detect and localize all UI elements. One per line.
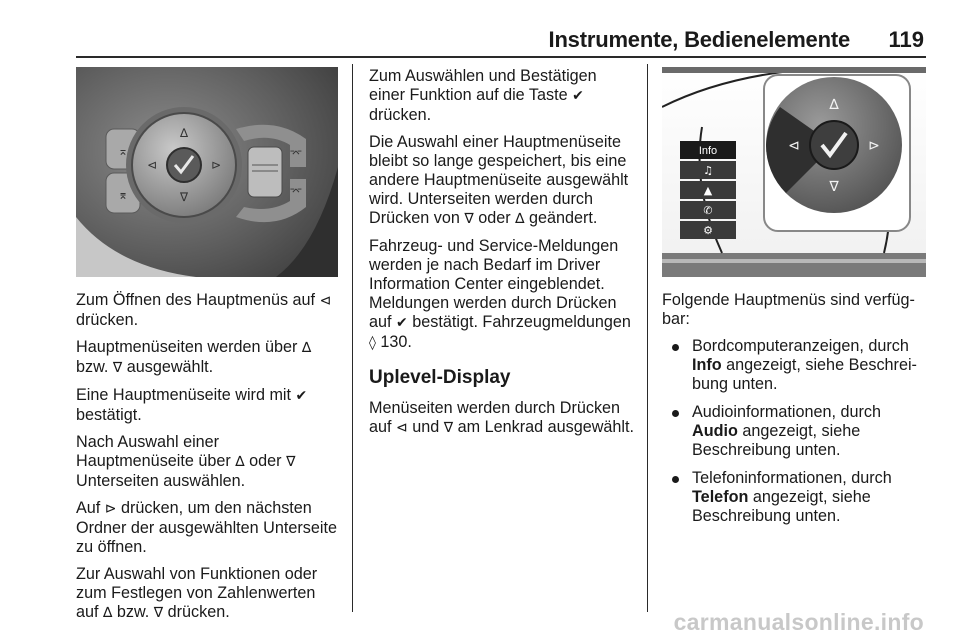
paragraph: Zum Auswählen und Bestätigen einer Funktion auf die Taste ✔ drücken. bbox=[369, 67, 597, 124]
list-item: Telefoninformationen, durch Telefon angezeigt, siehe Beschreibung unten. bbox=[662, 469, 930, 526]
up-symbol: ∆ bbox=[235, 454, 245, 470]
chapter-title: Instrumente, Bedienelemente bbox=[548, 27, 850, 52]
svg-text:∇: ∇ bbox=[829, 179, 839, 195]
bullet-icon bbox=[672, 410, 679, 417]
svg-text:⌅: ⌅ bbox=[117, 144, 129, 158]
up-symbol: ∆ bbox=[301, 340, 312, 356]
down-symbol: ∇ bbox=[112, 360, 123, 376]
svg-text:⊳: ⊳ bbox=[210, 158, 222, 172]
svg-text:⌆: ⌆ bbox=[117, 188, 129, 202]
list-item: Bordcomputeranzeigen, durch Info angezeigt, siehe Beschreibung unten. bbox=[662, 337, 930, 394]
column-1-text bbox=[76, 291, 340, 631]
uplevel-display-figure bbox=[662, 67, 926, 277]
svg-text:⌤: ⌤ bbox=[289, 185, 303, 198]
svg-text:⊲: ⊲ bbox=[146, 158, 158, 172]
paragraph: Auf ⊳ drücken, um den nächsten Ordner der ausgewählten Unterseite zu öffnen. bbox=[76, 499, 337, 556]
watermark: carmanualsonline.info bbox=[673, 609, 924, 635]
paragraph: Fahrzeug- und Service-Meldungen werden je nach Bedarf im Driver Information Center eingeblendet. Meldungen werden durch Drücken auf ✔ bestätigt. Fahrzeugmeldungen ◊ 130. bbox=[369, 237, 631, 351]
paragraph: Menüseiten werden durch Drücken auf ⊲ und ∇ am Lenkrad ausgewählt. bbox=[369, 399, 635, 436]
svg-text:⊳: ⊳ bbox=[868, 138, 880, 154]
paragraph: Eine Hauptmenüseite wird mit ✔ bestätigt. bbox=[76, 386, 308, 424]
down-symbol: ∇ bbox=[286, 454, 296, 470]
check-symbol: ✔ bbox=[295, 388, 308, 404]
down-symbol: ∇ bbox=[464, 211, 474, 227]
column-2-text bbox=[369, 67, 637, 446]
paragraph: Hauptmenüseiten werden über ∆ bzw. ∇ ausgewählt. bbox=[76, 338, 312, 376]
page-header bbox=[0, 0, 960, 62]
svg-text:∆: ∆ bbox=[179, 126, 189, 140]
down-symbol: ∇ bbox=[443, 420, 454, 436]
header-rule bbox=[76, 56, 926, 58]
section-heading: Uplevel-Display bbox=[369, 367, 511, 388]
paragraph: Die Auswahl einer Hauptmenüseite bleibt so lange gespeichert, bis eine andere Hauptmenüseite ausgewählt wird. Unterseiten werden durch Drücken von ∇ oder ∆ geändert. bbox=[369, 133, 629, 227]
down-symbol: ∇ bbox=[153, 605, 164, 621]
check-symbol: ✔ bbox=[572, 88, 584, 104]
svg-text:♫: ♫ bbox=[703, 164, 713, 177]
svg-text:⌤: ⌤ bbox=[289, 147, 303, 160]
paragraph: Zur Auswahl von Funktionen oder zum Festlegen von Zahlenwerten auf ∆ bzw. ∇ drücken. bbox=[76, 565, 318, 621]
svg-text:∇: ∇ bbox=[179, 190, 189, 204]
info-menu-label: Info bbox=[698, 145, 718, 157]
column-divider-2 bbox=[647, 64, 648, 612]
column-divider-1 bbox=[352, 64, 353, 612]
up-symbol: ∆ bbox=[515, 211, 525, 227]
page-reference-icon: ◊ bbox=[369, 335, 376, 351]
svg-text:⊲: ⊲ bbox=[788, 138, 800, 154]
steering-wheel-controls-figure bbox=[76, 67, 338, 277]
back-symbol: ⊲ bbox=[319, 293, 332, 309]
svg-text:∆: ∆ bbox=[829, 97, 839, 113]
bullet-icon bbox=[672, 476, 679, 483]
svg-text:✆: ✆ bbox=[703, 204, 713, 217]
paragraph: Zum Öffnen des Hauptmenüs auf ⊲ drücken. bbox=[76, 291, 332, 329]
list-item: Audioinformationen, durch Audio angezeigt, siehe Beschreibung unten. bbox=[662, 403, 930, 460]
column-3-text bbox=[662, 291, 930, 535]
svg-text:⚙: ⚙ bbox=[703, 224, 713, 237]
bullet-icon bbox=[672, 344, 679, 351]
intro-paragraph: Folgende Hauptmenüs sind verfügbar: bbox=[662, 291, 915, 328]
main-menu-list bbox=[662, 337, 930, 526]
page-number: 119 bbox=[888, 27, 924, 52]
paragraph: Nach Auswahl einer Hauptmenüseite über ∆ oder ∇ Unterseiten auswählen. bbox=[76, 433, 296, 490]
page-reference: 130. bbox=[375, 333, 412, 351]
check-symbol: ✔ bbox=[396, 315, 408, 331]
back-symbol: ⊲ bbox=[396, 420, 408, 436]
up-symbol: ∆ bbox=[103, 605, 113, 621]
forward-symbol: ⊳ bbox=[104, 501, 117, 517]
svg-text:▲: ▲ bbox=[703, 184, 713, 197]
